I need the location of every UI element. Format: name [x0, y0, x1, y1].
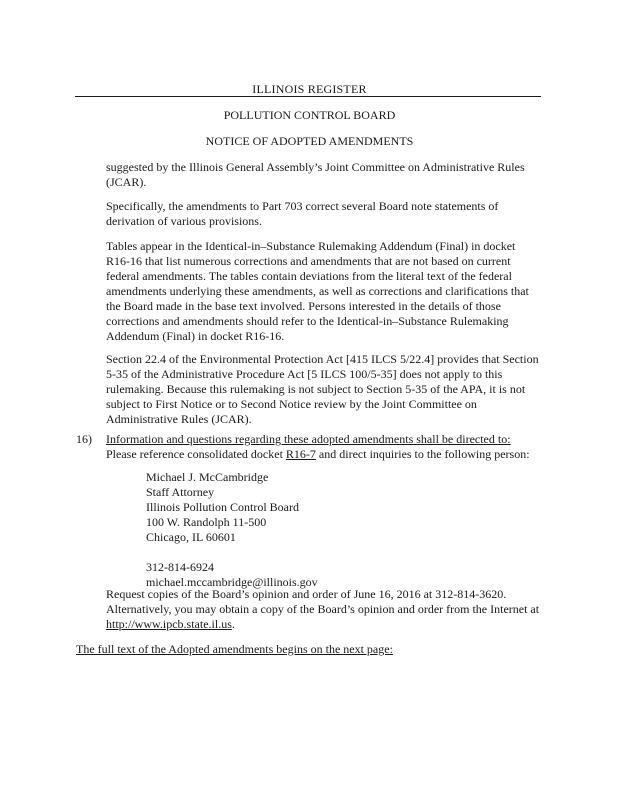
contact-city: Chicago, IL 60601: [146, 530, 236, 544]
contact-phone: 312-814-6924: [146, 560, 214, 574]
item-16-body: [106, 432, 546, 462]
notice-title: NOTICE OF ADOPTED AMENDMENTS: [205, 134, 414, 148]
contact-name: Michael J. McCambridge: [146, 470, 269, 484]
paragraph-jcar: suggested by the Illinois General Assembly’s Joint Committee on Administrative Rules (JCAR).: [106, 160, 525, 189]
contact-title: Staff Attorney: [146, 485, 215, 499]
item-16-text-before: Please reference consolidated docket: [106, 447, 286, 461]
contact-org: Illinois Pollution Control Board: [146, 500, 300, 514]
paragraph-request-copies: [106, 587, 542, 632]
request-end: .: [231, 617, 235, 631]
item-16-text-after: and direct inquiries to the following person:: [315, 447, 530, 461]
board-name: POLLUTION CONTROL BOARD: [223, 108, 396, 122]
full-text-notice: The full text of the Adopted amendments begins on the next page:: [76, 642, 393, 656]
item-number: 16): [76, 432, 92, 446]
item-16-text: [106, 447, 546, 462]
board-website-link[interactable]: http://www.ipcb.state.il.us: [106, 617, 232, 631]
contact-spacer: [146, 545, 446, 560]
docket-link[interactable]: R16-7: [285, 447, 316, 461]
request-text: Request copies of the Board’s opinion and order of June 16, 2016 at 312-814-3620. Alternatively, you may obtain a copy of the Board’s opinion and order from the Internet at: [106, 587, 540, 616]
contact-address: 100 W. Randolph 11-500: [146, 515, 267, 529]
register-title: ILLINOIS REGISTER: [252, 82, 367, 96]
contact-email[interactable]: michael.mccambridge@illinois.gov: [146, 575, 318, 589]
item-16-heading: Information and questions regarding these adopted amendments shall be directed to:: [106, 432, 511, 446]
contact-block: [146, 470, 446, 590]
header-rule: [75, 96, 541, 97]
paragraph-tables: Tables appear in the Identical-in–Substance Rulemaking Addendum (Final) in docket R16-16 that list numerous corrections and amendments that are not based on current federal amendments. The tables contain deviations from the literal text of the federal amendments underlying these amendments, as well as corrections and clarifications that the Board made in the base text involved. Persons interested in the details of those corrections and amendments should refer to the Identical-in–Substance Rulemaking Addendum (Final) in docket R16-16.: [106, 239, 529, 343]
paragraph-section-22-4: Section 22.4 of the Environmental Protection Act [415 ILCS 5/22.4] provides that Section 5-35 of the Administrative Procedure Act [5 ILCS 100/5-35] does not apply to this rulemaking. Because this rulemaking is not subject to Section 5-35 of the APA, it is not subject to First Notice or to Second Notice review by the Joint Committee on Administrative Rules (JCAR).: [106, 352, 539, 426]
paragraph-part-703: Specifically, the amendments to Part 703 correct several Board note statements of derivation of various provisions.: [106, 199, 499, 228]
